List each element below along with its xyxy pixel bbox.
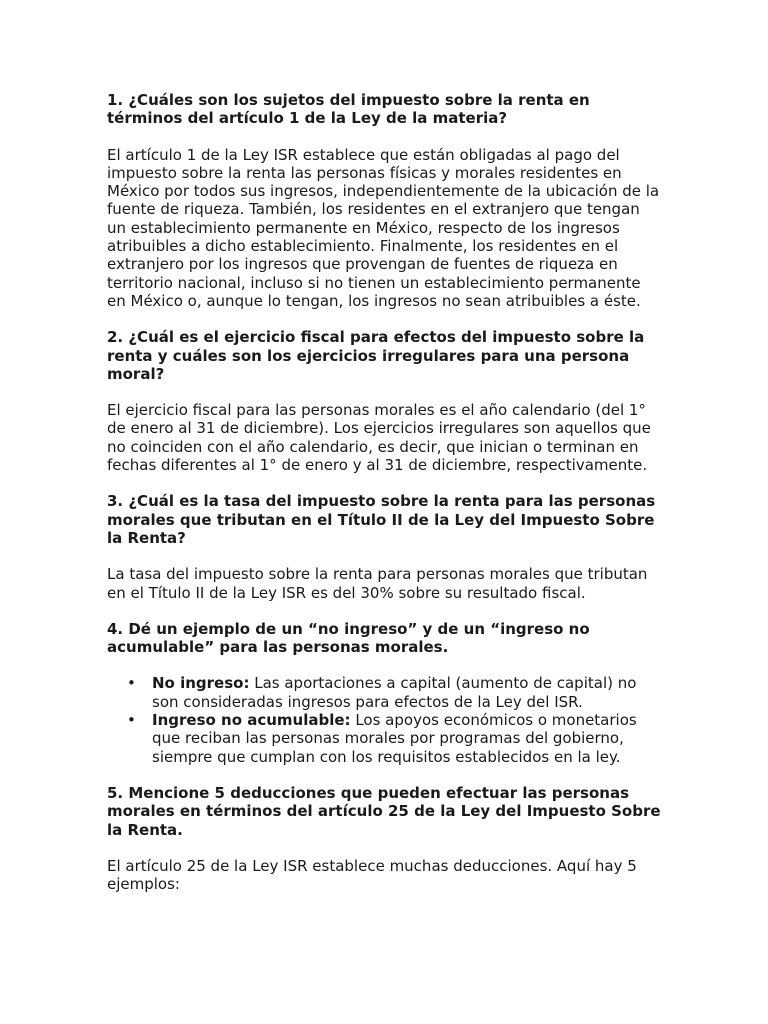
question-5-heading: 5. Mencione 5 deducciones que pueden efectuar las personas morales en términos del artículo 25 de la Ley del Impuesto Sobre la Renta.	[107, 783, 661, 839]
question-4-heading: 4. Dé un ejemplo de un “no ingreso” y de un “ingreso no acumulable” para las personas morales.	[107, 619, 590, 657]
answer-2-paragraph: El ejercicio fiscal para las personas morales es el año calendario (del 1° de enero al 31 de diciembre). Los ejercicios irregulares son aquellos que no coinciden con el año calendario, es decir, que inician o terminan en fechas diferentes al 1° de enero y al 31 de diciembre, respectivamente.	[107, 401, 651, 475]
question-1-heading: 1. ¿Cuáles son los sujetos del impuesto sobre la renta en términos del artículo 1 de la Ley de la materia?	[107, 91, 590, 128]
list-item-term: No ingreso:	[152, 674, 250, 693]
list-item-term: Ingreso no acumulable:	[152, 711, 351, 730]
answer-3-paragraph: La tasa del impuesto sobre la renta para personas morales que tributan en el Título II de la Ley ISR es del 30% sobre su resultado fiscal.	[107, 565, 648, 602]
list-item	[107, 711, 663, 766]
bullet-icon: •	[127, 711, 136, 730]
list-item-text: Las aportaciones a capital (aumento de capital) no son consideradas ingresos para efectos de la Ley del ISR.	[152, 674, 637, 711]
question-2-heading: 2. ¿Cuál es el ejercicio fiscal para efectos del impuesto sobre la renta y cuáles son los ejercicios irregulares para una persona moral?	[107, 328, 645, 383]
list-item-text: Los apoyos económicos o monetarios que reciban las personas morales por programas del gobierno, siempre que cumplan con los requisitos establecidos en la ley.	[152, 711, 637, 766]
list-item	[107, 674, 663, 711]
answer-4-list	[107, 674, 663, 765]
bullet-icon: •	[127, 674, 136, 693]
answer-5-paragraph: El artículo 25 de la Ley ISR establece muchas deducciones. Aquí hay 5 ejemplos:	[107, 856, 637, 894]
question-3-heading: 3. ¿Cuál es la tasa del impuesto sobre la renta para las personas morales que tributan en el Título II de la Ley del Impuesto Sobre la Renta?	[107, 492, 656, 547]
answer-1-paragraph: El artículo 1 de la Ley ISR establece que están obligadas al pago del impuesto sobre la renta las personas físicas y morales residentes en México por todos sus ingresos, independientemente de la ubicación de la fuente de riqueza. También, los residentes en el extranjero que tengan un establecimiento permanente en México, respecto de los ingresos atribuibles a dicho establecimiento. Finalmente, los residentes en el extranjero por los ingresos que provengan de fuentes de riqueza en territorio nacional, incluso si no tienen un establecimiento permanente en México o, aunque lo tengan, los ingresos no sean atribuibles a éste.	[107, 145, 660, 310]
document-content	[107, 91, 663, 893]
